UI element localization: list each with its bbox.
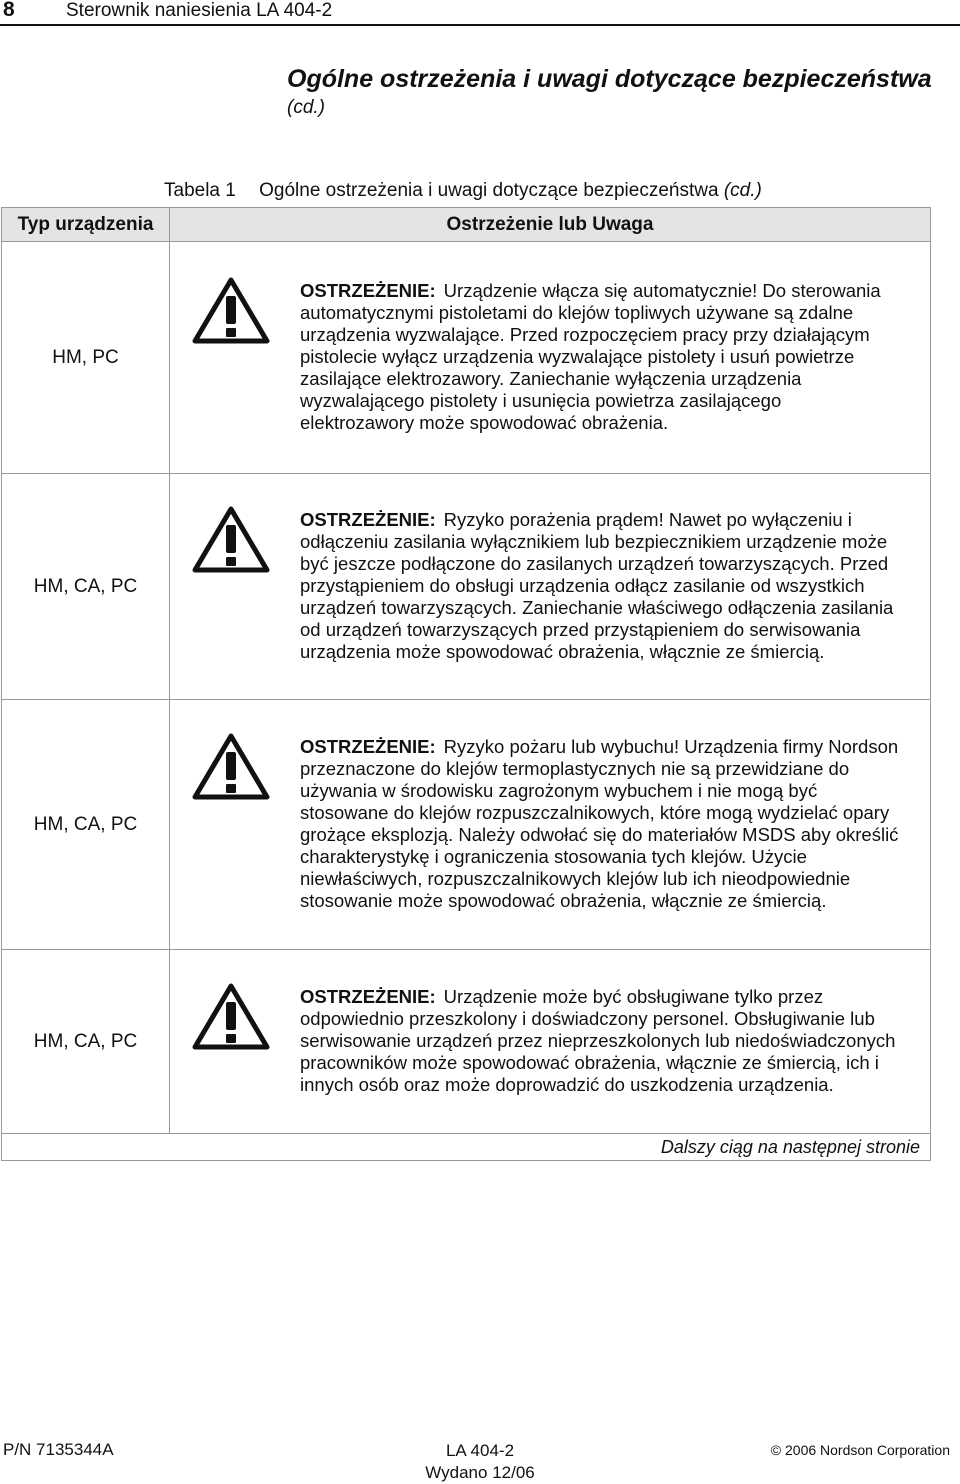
header-rule [0, 24, 960, 26]
table-row [2, 242, 931, 474]
warning-body: Urządzenie włącza się automatycznie! Do sterowania automatycznymi pistoletami do klejów topliwych używane są zdalne urządzenia wyzwalające. Przed rozpoczęciem pracy przy działającym pistolecie wyłącz urządzenia wyzwalające pistolety i usuń powietrze zasilające elektrozawory. Zaniechanie wyłączenia urządzenia wyzwalającego pistolety i usunięcia powietrza zasilającego elektrozawory może spowodować obrażenia. [300, 279, 881, 433]
warning-cell [170, 242, 931, 474]
warning-cell [170, 474, 931, 700]
continued-row [2, 1134, 931, 1161]
table-caption [164, 180, 762, 202]
warning-label: OSTRZEŻENIE: [300, 735, 436, 757]
table-caption-title: Ogólne ostrzeżenia i uwagi dotyczące bezpieczeństwa [259, 180, 719, 201]
warning-text [300, 491, 930, 683]
section-subtitle: (cd.) [287, 97, 325, 118]
warning-text [300, 968, 930, 1116]
warning-body: Urządzenie może być obsługiwane tylko przez odpowiednio przeszkolony i doświadczony personel. Obsługiwanie lub serwisowanie urządzeń przez nieprzeszkolonych lub niedoświadczonych pracowników może spowodować obrażenia, włącznie ze śmiercią, ich i innych osób oraz może doprowadzić do uszkodzenia urządzenia. [300, 985, 896, 1095]
warning-triangle-icon [170, 968, 300, 1055]
continued-note: Dalszy ciąg na następnej stronie [2, 1134, 931, 1161]
device-type-cell: HM, CA, PC [2, 474, 170, 700]
warning-cell [170, 700, 931, 950]
table-caption-continued: (cd.) [723, 180, 762, 201]
warning-body: Ryzyko porażenia prądem! Nawet po wyłączeniu i odłączeniu zasilania wyłącznikiem lub bezpiecznikiem urządzenie może być jeszcze podłączone do zasilanych urządzeń towarzyszących. Przed przystąpieniem do obsługi urządzenia odłącz zasilanie od wszystkich urządzeń towarzyszących. Zaniechanie właściwego odłączenia zasilania od urządzeń towarzyszących przed przystąpieniem do serwisowania urządzenia może spowodować obrażenia, włącznie ze śmiercią. [300, 508, 894, 662]
section-title: Ogólne ostrzeżenia i uwagi dotyczące bezpieczeństwa [287, 65, 932, 93]
table-row [2, 950, 931, 1134]
document-code: LA 404-2 [445, 1441, 515, 1460]
warning-body: Ryzyko pożaru lub wybuchu! Urządzenia firmy Nordson przeznaczone do klejów termoplastycznych nie są przewidziane do używania w środowisku zagrożonym wybuchem i nie mogą być stosowane do klejów rozpuszczalnikowych, które mogą wydzielać opary grożące eksplozją. Należy odwołać się do materiałów MSDS aby określić charakterystykę i ograniczenia stosowania tych klejów. Użycie niewłaściwych, rozpuszczalnikowych klejów lub ich nieodpowiednie stosowanie może spowodować obrażenia, włącznie ze śmiercią. [300, 735, 899, 911]
table-row [2, 700, 931, 950]
document-title: Sterownik naniesienia LA 404-2 [66, 0, 333, 21]
table-row [2, 474, 931, 700]
table-caption-label: Tabela 1 [164, 180, 236, 201]
warning-triangle-icon [170, 262, 300, 349]
page-number: 8 [3, 0, 15, 21]
warning-cell [170, 950, 931, 1134]
column-header-warning: Ostrzeżenie lub Uwaga [170, 208, 931, 242]
part-number: P/N 7135344A [3, 1440, 114, 1459]
warning-triangle-icon [170, 491, 300, 578]
warning-text [300, 262, 930, 454]
warnings-table [1, 207, 931, 1161]
warning-text [300, 718, 930, 932]
issue-date: Wydano 12/06 [425, 1463, 535, 1482]
device-type-cell: HM, CA, PC [2, 700, 170, 950]
device-type-cell: HM, PC [2, 242, 170, 474]
warning-triangle-icon [170, 718, 300, 805]
table-header-row [2, 208, 931, 242]
device-type-cell: HM, CA, PC [2, 950, 170, 1134]
page-header [0, 0, 960, 22]
column-header-device: Typ urządzenia [2, 208, 170, 242]
warning-label: OSTRZEŻENIE: [300, 985, 436, 1007]
copyright: © 2006 Nordson Corporation [770, 1442, 950, 1458]
warning-label: OSTRZEŻENIE: [300, 279, 436, 301]
warning-label: OSTRZEŻENIE: [300, 508, 436, 530]
